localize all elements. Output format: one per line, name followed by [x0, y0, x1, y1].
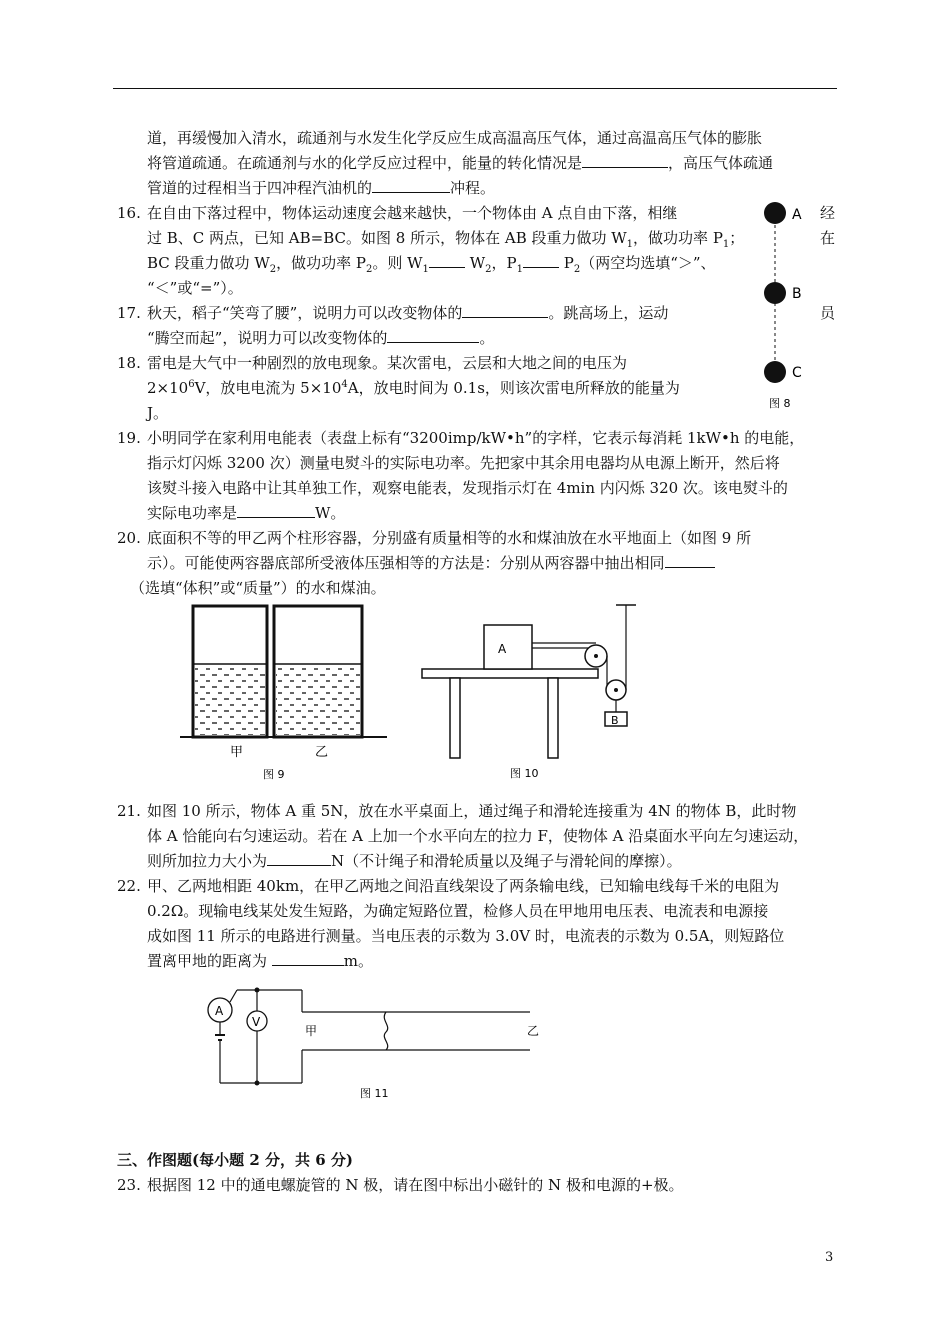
answer-blank[interactable] — [582, 152, 668, 168]
q16-line-4: “＜”或“=”）。 — [147, 279, 243, 297]
q22-number: 22. — [117, 877, 141, 895]
q17-number: 17. — [117, 304, 141, 322]
label-jia: 甲 — [305, 1024, 318, 1038]
q19-line-4: 实际电功率是 W。 — [147, 504, 346, 522]
table-leg-left — [450, 678, 460, 758]
label-yi: 乙 — [527, 1024, 540, 1038]
answer-blank[interactable] — [372, 177, 450, 193]
answer-blank[interactable] — [267, 850, 331, 866]
q21-line-1: 如图 10 所示，物体 A 重 5N，放在水平桌面上，通过绳子和滑轮连接重为 4N 的物体 B，此时物 — [147, 802, 797, 820]
figure-10 — [418, 600, 643, 785]
ammeter-label: A — [215, 1004, 224, 1018]
table-leg-right — [548, 678, 558, 758]
answer-blank[interactable] — [429, 252, 465, 268]
q16-number: 16. — [117, 204, 141, 222]
q21-line-2: 体 A 恰能向右匀速运动。若在 A 上加一个水平向左的拉力 F，使物体 A 沿桌面水平向左匀速运动， — [147, 827, 809, 845]
label-a: A — [792, 207, 802, 223]
label-jia: 甲 — [230, 745, 244, 760]
figure-9 — [175, 600, 390, 785]
q17-line-2: “腾空而起”，说明力可以改变物体的 。 — [147, 329, 495, 347]
q19-line-1: 小明同学在家利用电能表（表盘上标有“3200imp/kW•h”的字样，它表示每消耗 1kW•h 的电能， — [147, 429, 805, 447]
header-rule — [113, 88, 837, 89]
block-a — [484, 625, 532, 669]
q18-line-1: 雷电是大气中一种剧烈的放电现象。某次雷电，云层和大地之间的电压为 — [147, 354, 628, 372]
q19-line-2: 指示灯闪烁 3200 次）测量电熨斗的实际电功率。先把家中其余用电器均从电源上断开，然后将 — [147, 454, 780, 472]
q18-number: 18. — [117, 354, 141, 372]
figure-8-caption: 图 8 — [769, 397, 791, 410]
q15-line-3: 管道的过程相当于四冲程汽油机的 冲程。 — [147, 179, 496, 197]
q18-line-3: J。 — [147, 404, 169, 422]
q21-number: 21. — [117, 802, 141, 820]
answer-blank[interactable] — [237, 502, 315, 518]
kerosene-liquid — [276, 664, 360, 735]
answer-blank[interactable] — [665, 552, 715, 568]
label-b: B — [792, 286, 802, 302]
point-b-ball — [764, 282, 786, 304]
table-top — [422, 669, 598, 678]
figure-9-caption: 图 9 — [263, 768, 285, 781]
q15-line-1: 道，再缓慢加入清水，疏通剂与水发生化学反应生成高温高压气体，通过高温高压气体的膨胀 — [147, 129, 763, 147]
voltmeter-label: V — [252, 1015, 261, 1029]
q19-number: 19. — [117, 429, 141, 447]
q23-line-1: 根据图 12 中的通电螺旋管的 N 极，请在图中标出小磁针的 N 极和电源的+极。 — [147, 1176, 684, 1194]
section-3-title: 三、作图题(每小题 2 分，共 6 分) — [117, 1151, 353, 1169]
figure-11 — [200, 980, 545, 1105]
short-circuit-wire — [384, 1012, 387, 1050]
q22-line-4: 置离甲地的距离为 m。 — [147, 952, 374, 970]
q16-line-1-tail: 经 — [820, 204, 836, 222]
q17-line-1-tail: 员 — [820, 304, 836, 322]
label-yi: 乙 — [315, 745, 329, 760]
answer-blank[interactable] — [272, 950, 344, 966]
q19-line-3: 该熨斗接入电路中让其单独工作，观察电能表，发现指示灯在 4min 内闪烁 320 次。该电熨斗的 — [147, 479, 788, 497]
page-number: 3 — [825, 1250, 834, 1265]
q16-line-1: 在自由下落过程中，物体运动速度会越来越快，一个物体由 A 点自由下落，相继 — [147, 204, 678, 222]
q22-line-2: 0.2Ω。现输电线某处发生短路，为确定短路位置，检修人员在甲地用电压表、电流表和电源接 — [147, 902, 769, 920]
point-a-ball — [764, 202, 786, 224]
q22-line-1: 甲、乙两地相距 40km，在甲乙两地之间沿直线架设了两条输电线，已知输电线每千米的电阻为 — [147, 877, 780, 895]
q20-line-2: 示）。可能使两容器底部所受液体压强相等的方法是：分别从两容器中抽出相同 — [147, 551, 715, 575]
q21-line-3: 则所加拉力大小为 N（不计绳子和滑轮质量以及绳子与滑轮间的摩擦）。 — [147, 852, 682, 870]
q17-line-1: 秋天，稻子“笑弯了腰”，说明力可以改变物体的 。跳高场上，运动 — [147, 304, 669, 322]
point-c-ball — [764, 361, 786, 383]
answer-blank[interactable] — [462, 302, 548, 318]
q15-line-2: 将管道疏通。在疏通剂与水的化学反应过程中，能量的转化情况是 ，高压气体疏通 — [147, 154, 774, 172]
figure-8 — [755, 195, 815, 415]
water-liquid — [195, 664, 265, 735]
q22-line-3: 成如图 11 所示的电路进行测量。当电压表的示数为 3.0V 时，电流表的示数为 0.5A，则短路位 — [147, 927, 785, 945]
q20-number: 20. — [117, 529, 141, 547]
figure-10-caption: 图 10 — [510, 767, 539, 780]
label-c: C — [792, 365, 802, 381]
block-a-label: A — [498, 642, 507, 656]
q20-line-3: （选填“体积”或“质量”）的水和煤油。 — [130, 579, 386, 597]
q23-number: 23. — [117, 1176, 141, 1194]
answer-blank[interactable] — [523, 252, 559, 268]
q20-line-1: 底面积不等的甲乙两个柱形容器，分别盛有质量相等的水和煤油放在水平地面上（如图 9 所 — [147, 529, 752, 547]
figure-11-caption: 图 11 — [360, 1087, 389, 1100]
q16-line-2: 过 B、C 两点，已知 AB=BC。如图 8 所示，物体在 AB 段重力做功 $W_1$，做功功率 $P_1$； — [147, 229, 745, 250]
q16-line-3: BC 段重力做功 $W_2$，做功功率 $P_2$。则 $W_1$ $W_2$，$P_1$ $P_2$（两空均选填“＞”、 — [147, 254, 716, 275]
q16-line-2-tail: 在 — [820, 229, 836, 247]
q18-line-2: $2\times 10^6V$，放电电流为 $5\times 10^4A$，放电时间为 0.1s，则该次雷电所释放的能量为 — [147, 379, 680, 397]
answer-blank[interactable] — [387, 327, 479, 343]
block-b-label: B — [611, 714, 619, 727]
